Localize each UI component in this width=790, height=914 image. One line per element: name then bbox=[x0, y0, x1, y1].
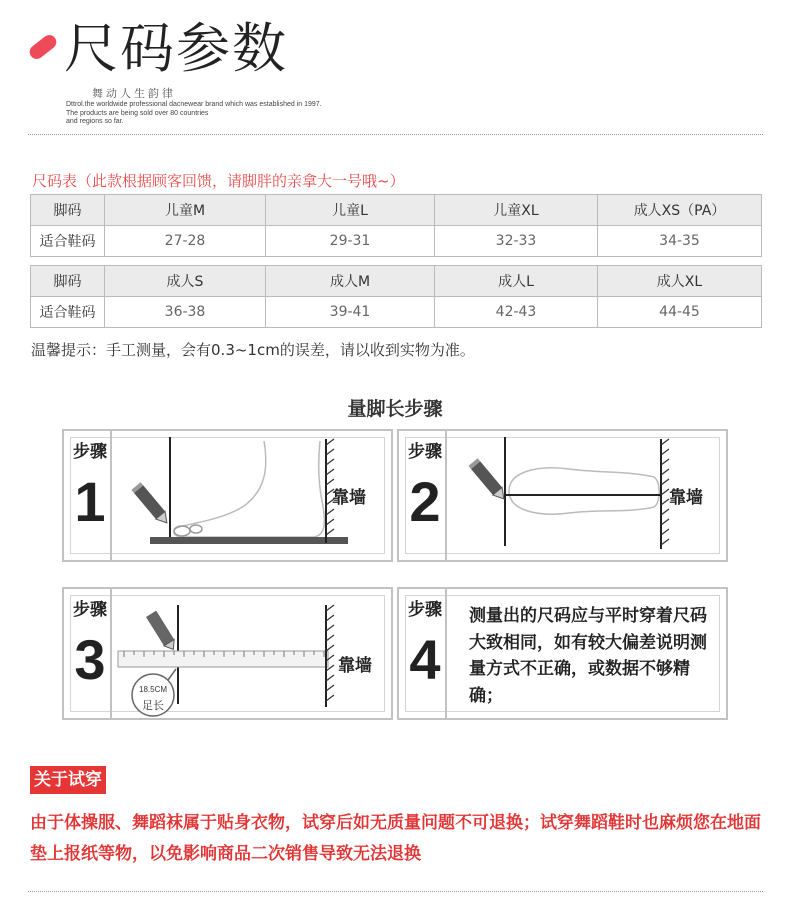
step-panel-3 bbox=[62, 587, 393, 720]
brand-description-line: Dttrol.the worldwide professional dacnewear brand which was established in 1997. bbox=[66, 101, 322, 108]
panel-separator bbox=[445, 589, 447, 718]
tryon-notice: 由于体操服、舞蹈袜属于贴身衣物，试穿后如无质量问题不可退换；试穿舞蹈鞋时也麻烦您在地面垫上报纸等物，以免影响商品二次销售导致无法退换 bbox=[30, 813, 761, 864]
brand-slash-icon bbox=[27, 32, 59, 62]
table-cell: 脚码 bbox=[31, 266, 105, 297]
brand-description-line: and regions so far. bbox=[66, 118, 124, 125]
ruler-value: 18.5CM bbox=[139, 685, 168, 694]
table-cell: 成人L bbox=[435, 266, 598, 297]
page-title: 尺码参数 bbox=[64, 17, 288, 80]
table-row bbox=[31, 195, 762, 226]
table-cell: 适合鞋码 bbox=[31, 226, 105, 257]
step-panel-1 bbox=[62, 429, 393, 562]
step-number: 1 bbox=[74, 470, 106, 533]
wall-label: 靠墙 bbox=[338, 656, 372, 676]
table-cell: 29-31 bbox=[266, 226, 435, 257]
size-table-children bbox=[30, 194, 762, 257]
table-cell: 儿童L bbox=[266, 195, 435, 226]
step-label: 步骤 bbox=[73, 600, 107, 620]
divider bbox=[28, 891, 763, 892]
step-number: 3 bbox=[74, 628, 106, 691]
step-number: 4 bbox=[409, 628, 441, 691]
table-cell: 成人XS（PA） bbox=[598, 195, 762, 226]
table-row bbox=[31, 226, 762, 257]
table-row bbox=[31, 266, 762, 297]
table-cell: 成人XL bbox=[598, 266, 762, 297]
table-cell: 儿童XL bbox=[435, 195, 598, 226]
table-cell: 儿童M bbox=[105, 195, 266, 226]
tryon-badge: 关于试穿 bbox=[30, 766, 106, 794]
brand-description-line: The products are being sold over 80 countries bbox=[66, 109, 209, 117]
step-label: 步骤 bbox=[408, 600, 442, 620]
table-cell: 脚码 bbox=[31, 195, 105, 226]
table-cell: 39-41 bbox=[266, 297, 435, 328]
table-cell: 27-28 bbox=[105, 226, 266, 257]
table-cell: 成人S bbox=[105, 266, 266, 297]
step-label: 步骤 bbox=[408, 442, 442, 462]
measurement-tip: 温馨提示：手工测量，会有0.3~1cm的误差，请以收到实物为准。 bbox=[31, 341, 475, 359]
wall-label: 靠墙 bbox=[332, 488, 366, 508]
table-cell: 成人M bbox=[266, 266, 435, 297]
table-cell: 32-33 bbox=[435, 226, 598, 257]
step-4-description: 测量出的尺码应与平时穿着尺码大致相同，如有较大偏差说明测量方式不正确，或数据不够精确； bbox=[469, 606, 707, 706]
step-panel-2 bbox=[397, 429, 728, 562]
table-row bbox=[31, 297, 762, 328]
table-cell: 44-45 bbox=[598, 297, 762, 328]
brand-description bbox=[66, 101, 486, 127]
step-label: 步骤 bbox=[73, 442, 107, 462]
page-subtitle: 舞动人生韵律 bbox=[92, 87, 176, 100]
step-number: 2 bbox=[409, 470, 441, 533]
size-table-title: 尺码表（此款根据顾客回馈，请脚胖的亲拿大一号哦~） bbox=[32, 172, 405, 190]
steps-title: 量脚长步骤 bbox=[347, 398, 443, 420]
wall-label: 靠墙 bbox=[669, 488, 703, 508]
ruler-caption: 足长 bbox=[142, 699, 164, 712]
table-cell: 34-35 bbox=[598, 226, 762, 257]
table-cell: 42-43 bbox=[435, 297, 598, 328]
step-panel-4 bbox=[397, 587, 728, 720]
size-table-adults bbox=[30, 265, 762, 328]
table-cell: 36-38 bbox=[105, 297, 266, 328]
divider bbox=[28, 134, 763, 135]
table-cell: 适合鞋码 bbox=[31, 297, 105, 328]
